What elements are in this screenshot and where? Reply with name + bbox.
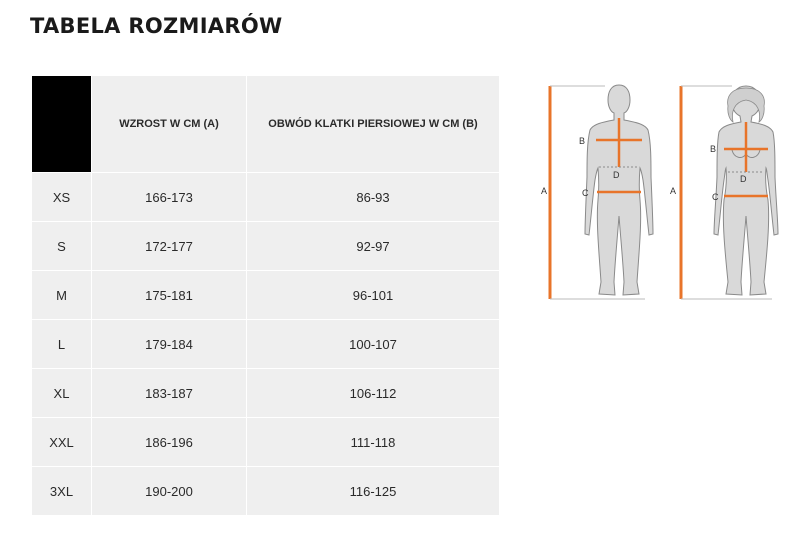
size-cell: L bbox=[32, 320, 92, 369]
chest-cell: 96-101 bbox=[247, 271, 500, 320]
size-table bbox=[31, 75, 500, 516]
height-cell: 186-196 bbox=[92, 418, 247, 467]
chest-cell: 116-125 bbox=[247, 467, 500, 516]
label-d: D bbox=[740, 174, 747, 184]
size-cell: XL bbox=[32, 369, 92, 418]
table-row bbox=[32, 222, 500, 271]
chest-cell: 111-118 bbox=[247, 418, 500, 467]
label-b: B bbox=[579, 136, 586, 146]
height-cell: 190-200 bbox=[92, 467, 247, 516]
body-measurement-diagram bbox=[535, 82, 785, 307]
table-row bbox=[32, 320, 500, 369]
label-d: D bbox=[613, 170, 620, 180]
male-figure bbox=[541, 85, 653, 299]
table-row bbox=[32, 467, 500, 516]
label-a: A bbox=[670, 186, 677, 196]
female-body-silhouette bbox=[714, 86, 778, 295]
height-cell: 172-177 bbox=[92, 222, 247, 271]
size-cell: XS bbox=[32, 173, 92, 222]
size-cell: 3XL bbox=[32, 467, 92, 516]
table-row bbox=[32, 271, 500, 320]
male-body-silhouette bbox=[585, 85, 653, 295]
header-corner-cell bbox=[32, 76, 92, 173]
table-row bbox=[32, 369, 500, 418]
table-header-row bbox=[32, 76, 500, 173]
label-c: C bbox=[582, 188, 589, 198]
female-figure bbox=[670, 86, 778, 299]
chest-cell: 106-112 bbox=[247, 369, 500, 418]
header-chest: OBWÓD KLATKI PIERSIOWEJ W CM (B) bbox=[247, 76, 500, 173]
height-cell: 183-187 bbox=[92, 369, 247, 418]
chest-cell: 86-93 bbox=[247, 173, 500, 222]
label-a: A bbox=[541, 186, 548, 196]
size-cell: M bbox=[32, 271, 92, 320]
label-b: B bbox=[710, 144, 717, 154]
height-cell: 179-184 bbox=[92, 320, 247, 369]
height-cell: 166-173 bbox=[92, 173, 247, 222]
chest-cell: 92-97 bbox=[247, 222, 500, 271]
table-row bbox=[32, 418, 500, 467]
size-cell: XXL bbox=[32, 418, 92, 467]
label-c: C bbox=[712, 192, 719, 202]
header-height: WZROST W CM (A) bbox=[92, 76, 247, 173]
height-cell: 175-181 bbox=[92, 271, 247, 320]
table-row bbox=[32, 173, 500, 222]
size-cell: S bbox=[32, 222, 92, 271]
chest-cell: 100-107 bbox=[247, 320, 500, 369]
page-title: TABELA ROZMIARÓW bbox=[30, 14, 283, 38]
